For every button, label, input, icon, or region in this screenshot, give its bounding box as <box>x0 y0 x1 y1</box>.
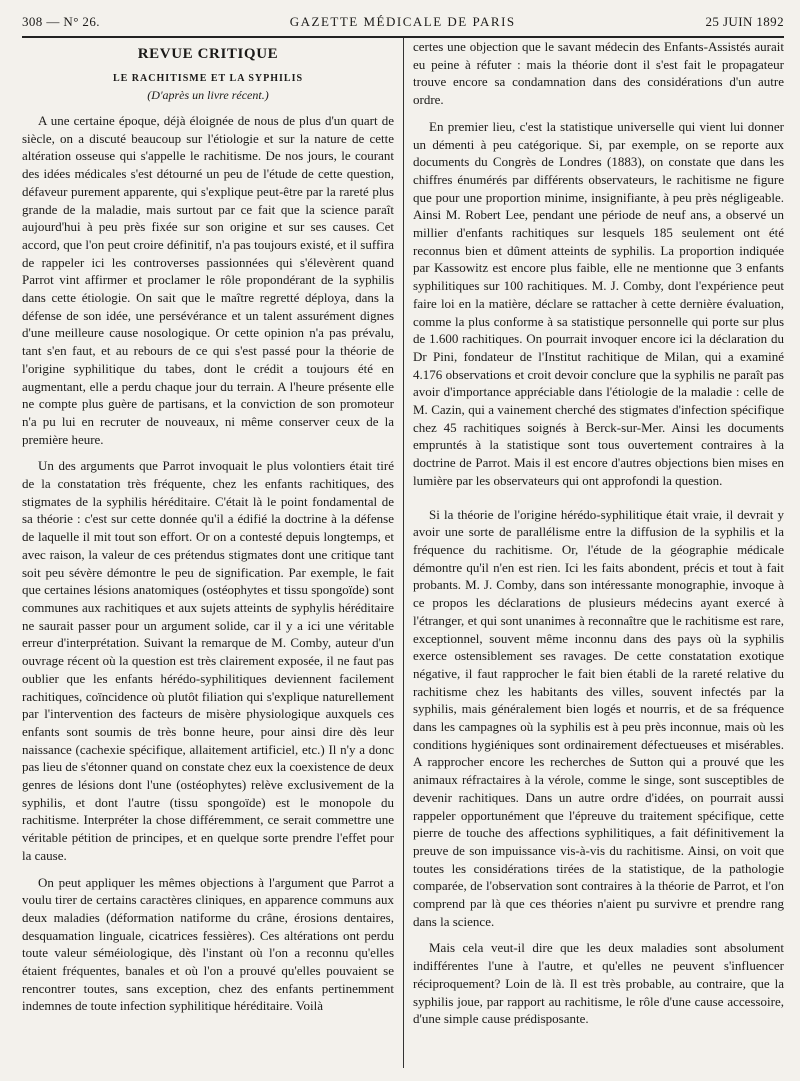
article-columns <box>22 38 784 1068</box>
paragraph: En premier lieu, c'est la statistique universelle qui vient lui donner un démenti à peu catégorique. Si, par exemple, on se reporte aux documents du Congrès de Londres (1883), on constate que dans les chiffres énumérés par différents observateurs, le rachitisme ne figure que pour une proportion minime, insignifiante, à peu près négligeable. Ainsi M. Robert Lee, pendant une période de neuf ans, a observé un millier d'enfants rachitiques sur lesquels 185 seulement ont été reconnus bien et dûment atteints de syphilis. La proportion indiquée par Kassowitz est encore plus faible, elle ne mentionne que 3 enfants syphilitiques sur 100 rachitiques. M. J. Comby, dont l'expérience peut faire loi en la matière, déclare se rattacher à cette dernière évaluation, comme la plus conforme à sa statistique personnelle qui porte sur plus de 1.600 rachitiques. On pourrait invoquer encore ici la déclaration du Dr Pini, fondateur de l'Institut rachitique de Milan, qui a examiné 4.176 observations et croit devoir conclure que la syphilis ne paraît pas avoir d'importance appréciable dans l'étiologie de la maladie : celle de M. Cazin, qui a vainement cherché des stigmates d'infection spécifique chez 45 rachitiques soignés à Berck-sur-Mer. Ainsi les documents empruntés à la statistique sont tous ouvertement contraires à la doctrine de Parrot. Mais il est encore d'autres objections bien mises en lumière par les observateurs qui ont approfondi la question. <box>413 118 784 488</box>
paragraph: A une certaine époque, déjà éloignée de nous de plus d'un quart de siècle, on a discuté beaucoup sur l'étiologie et sur la nature de cette altération osseuse qui s'appelle le rachitisme. De nos jours, le courant des idées médicales s'est détourné un peu de l'étude de cette question, défaveur purement apparente, qui s'explique peut-être par la rareté plus grande de la maladie, mais surtout par ce fait que la science paraît aujourd'hui à peu près fixée sur son origine et sur ses causes. Cet accord, que l'on peut croire définitif, n'a pas toujours existé, et il suffira de rappeler ici les controverses passionnées qui s'élevèrent quand Parrot vint affirmer et proclamer le rôle propondérant de la syphilis dans cette étiologie. On sait que le maître regretté déploya, dans la défense de son idée, une persévérance et un talent assurément dignes d'une meilleure cause nosologique. Or cette opinion n'a pas prévalu, tant s'en faut, et au rebours de ce qui s'est passé pour la théorie de l'origine syphilitique du tabes, dont le crédit a toujours été en augmentant, elle a perdu chaque jour du terrain. A l'heure présente elle ne compte plus guère de partisans, et la conviction de son promoteur n'a pu lui en recruter de nouveaux, ni même conserver ceux de la première heure. <box>22 113 394 447</box>
page-number: 308 — N° 26. <box>22 14 100 29</box>
left-column <box>22 38 403 1068</box>
paragraph: Un des arguments que Parrot invoquait le plus volontiers était tiré de la constatation très fréquente, chez les enfants rachitiques, des stigmates de la syphilis héréditaire. C'était là le point fondamental de sa théorie : c'est sur cette donnée qu'il a édifié la doctrine à la défense de laquelle il mit tout son effort. Or on a contesté depuis longtemps, et avec raison, la valeur de ces prétendus stigmates dont une critique tant soit peu sévère démontre le peu de signification. Par exemple, le fait que certaines lésions anatomiques (ostéophytes et tissu spongoïde) sont communes aux rachitiques et aux sujets atteints de syphylis héréditaire ne saurait passer pour un argument solide, car il y a ici une véritable erreur d'interprétation. Suivant la remarque de M. Comby, auteur d'un ouvrage récent où la question est très clairement exposée, il ne faut pas oublier que les enfants hérédo-syphilitiques deviennent facilement rachitiques, coïncidence où plutôt filiation qui s'explique naturellement par l'intervention des facteurs de misère physiologique auxquels ces enfants sont soumis de très bonne heure, pour ainsi dire dès leur naissance (cachexie spécifique, allaitement artificiel, etc.) Il n'y a donc pas lieu de s'étonner quand on constate chez eux la coexistence de deux genres de lésions dont l'une (ostéophytes) relève exclusivement de la syphilis, et dont l'autre (tissu spongoïde) est le monopole du rachitisme. Interpréter la chose différemment, ce serait commettre une véritable pétition de principes, et en quelque sorte prendre l'effet pour la cause. <box>22 458 394 863</box>
section-heading: REVUE CRITIQUE <box>137 46 279 62</box>
article-subtitle: (D'après un livre récent.) <box>147 88 269 102</box>
page-header <box>22 14 784 36</box>
issue-date: 25 JUIN 1892 <box>705 14 784 29</box>
paragraph: certes une objection que le savant médecin des Enfants-Assistés aurait eu peine à réfuter : mais la théorie dont il s'est fait le propagateur trouve encore sa condamnation dans des considérations d'un autre ordre. <box>413 39 784 108</box>
paragraph: Mais cela veut-il dire que les deux maladies sont absolument indifférentes l'une à l'autre, et qu'elles ne peuvent s'influencer réciproquement? Loin de là. Il est très probable, au contraire, que la syphilis joue, par rapport au rachitisme, le rôle d'une cause accessoire, d'une simple cause prédisposante. <box>413 940 784 1027</box>
journal-title: GAZETTE MÉDICALE DE PARIS <box>289 14 516 29</box>
paragraph: Si la théorie de l'origine hérédo-syphilitique était vraie, il devrait y avoir une sorte de parallélisme entre la diffusion de la syphilis et la fréquence du rachitisme. Or, l'étude de la géographie médicale démontre qu'il n'en est rien. Ici les faits abondent, précis et tout à fait probants. M. J. Comby, dans son intéressante monographie, invoque à ce propos les déclarations de plusieurs médecins ayant exercé à l'étranger, et qui sont unanimes à reconnaître que le rachitisme est rare, exceptionnel, souvent même inconnu dans des pays où la syphilis exerce ostensiblement ses ravages. De cette constatation exotique négative, il faut rapprocher le fait bien établi de la rareté relative du rachitisme chez les habitants des villes, souvent infectés par la syphilis, mais généralement bien logés et nourris, et de sa fréquence dans les campagnes où la syphilis est à peu près inconnue, mais où les conditions hygiéniques sont ordinairement défectueuses et misérables. A rapprocher encore les recherches de Sutton qui a prouvé que les animaux réfractaires à la vérole, comme le singe, sont susceptibles de devenir rachitiques. Dans un autre ordre d'idées, on pourrait aussi rappeler opportunément que l'épreuve du traitement spécifique, cette pierre de touche des affections syphilitiques, a fait définitivement la preuve de son impuissance vis-à-vis du rachitisme. Ainsi, on voit que toutes les considérations tirées de la statistique, de la pathologie comparée, de l'observation sont contraires à la théorie de Parrot, et l'on comprend par là que ces théories n'aient pu survivre et prendre rang dans la science. <box>413 506 784 929</box>
paragraph: On peut appliquer les mêmes objections à l'argument que Parrot a voulu tirer de certains caractères cliniques, en apparence communs aux deux maladies (déformation natiforme du crâne, érosions dentaires, desquamation linguale, cicatrices fessières). Ces altérations ont perdu toute valeur séméiologique, dès l'instant où l'on a reconnu qu'elles étaient fréquentes, banales et où l'on a prouvé qu'elles pouvaient se rencontrer toutes, sans exception, chez des enfants pertinemment indemnes de toute infection syphilitique héréditaire. Voilà <box>22 874 394 1014</box>
article-title: LE RACHITISME ET LA SYPHILIS <box>112 73 304 84</box>
right-column <box>403 38 784 1068</box>
